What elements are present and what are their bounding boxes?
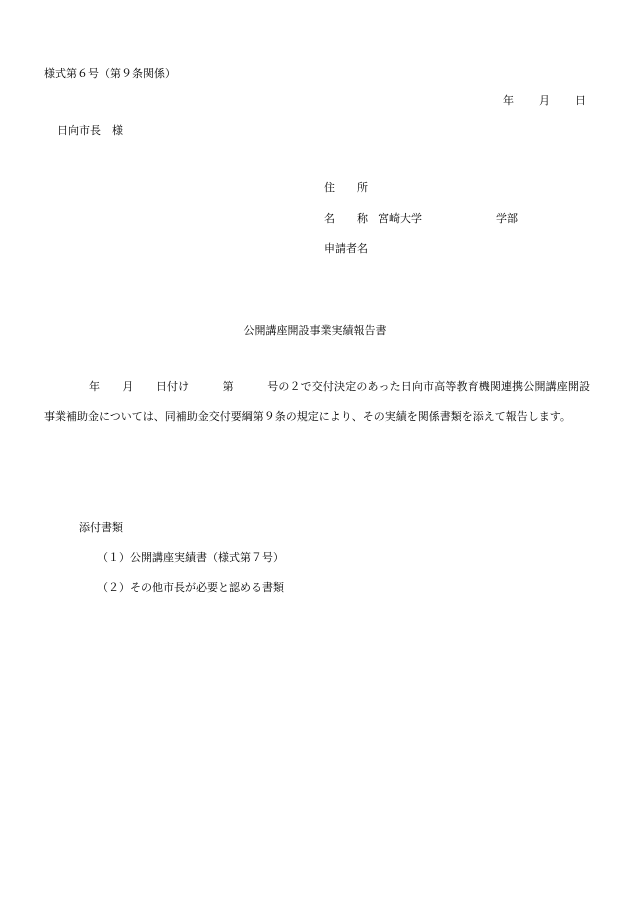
document-title: 公開講座開設事業実績報告書 xyxy=(243,324,387,337)
date-day-label: 日 xyxy=(575,94,586,107)
date-year-label: 年 xyxy=(503,94,514,107)
university-name: 宮崎大学 xyxy=(378,212,422,225)
address-label: 住 所 xyxy=(324,181,368,194)
name-label: 名 称 xyxy=(324,212,368,225)
applicant-person-label: 申請者名 xyxy=(324,242,368,255)
applicant-person-row xyxy=(324,242,368,256)
faculty-label: 学部 xyxy=(496,212,518,225)
attachment-item: （１）公開講座実績書（様式第７号） xyxy=(97,551,284,564)
applicant-name-row xyxy=(324,212,518,226)
attachment-item: （２）その他市長が必要と認める書類 xyxy=(97,581,284,594)
report-body-paragraph: 年 月 日付け 第 号の２で交付決定のあった日向市高等教育機関連携公開講座開設事業補助金については、同補助金交付要綱第９条の規定により、その実績を関係書類を添えて報告します。 xyxy=(44,380,590,423)
addressee: 日向市長 様 xyxy=(57,124,123,137)
applicant-address-row xyxy=(324,181,368,195)
attachments-heading: 添付書類 xyxy=(79,521,123,534)
date-line xyxy=(503,94,586,108)
form-number: 様式第６号（第９条関係） xyxy=(44,67,176,80)
date-month-label: 月 xyxy=(539,94,550,107)
